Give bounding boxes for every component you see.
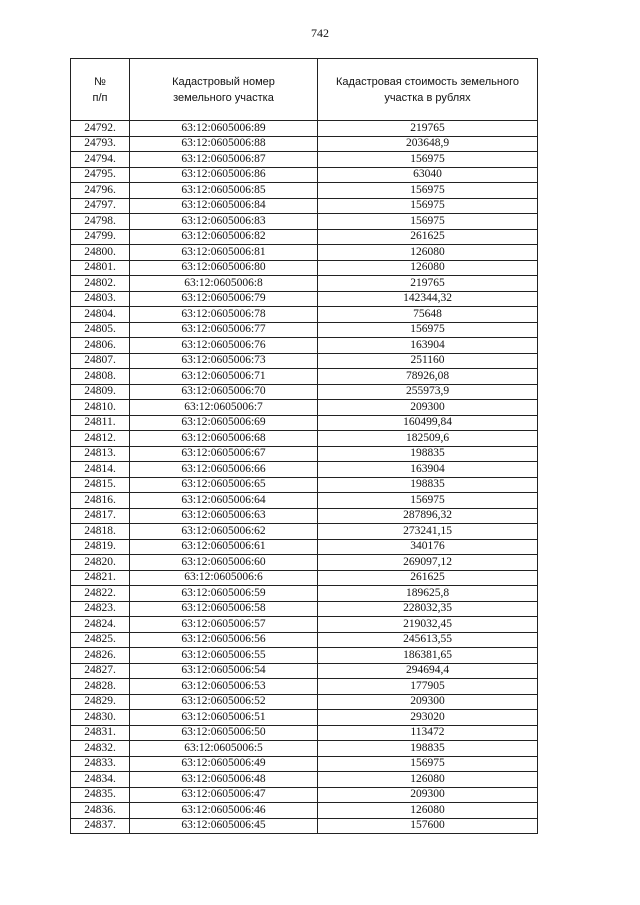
table-row: [71, 772, 538, 788]
row-number-cell: 24820.: [71, 555, 130, 571]
row-number-cell: 24810.: [71, 400, 130, 416]
row-number-cell: 24824.: [71, 617, 130, 633]
cadastral-number-cell: 63:12:0605006:66: [130, 462, 318, 478]
cadastral-number-cell: 63:12:0605006:82: [130, 229, 318, 245]
cadastral-number-cell: 63:12:0605006:8: [130, 276, 318, 292]
row-number-cell: 24818.: [71, 524, 130, 540]
table-row: [71, 679, 538, 695]
cadastral-number-cell: 63:12:0605006:65: [130, 477, 318, 493]
cadastral-number-cell: 63:12:0605006:80: [130, 260, 318, 276]
row-number-cell: 24819.: [71, 539, 130, 555]
cadastral-value-cell: 156975: [318, 152, 538, 168]
cadastral-value-cell: 340176: [318, 539, 538, 555]
cadastral-number-cell: 63:12:0605006:49: [130, 756, 318, 772]
cadastral-value-cell: 198835: [318, 741, 538, 757]
row-number-cell: 24829.: [71, 694, 130, 710]
row-number-cell: 24831.: [71, 725, 130, 741]
row-number-cell: 24816.: [71, 493, 130, 509]
cadastral-value-cell: 219032,45: [318, 617, 538, 633]
table-row: [71, 245, 538, 261]
table-row: [71, 524, 538, 540]
cadastral-value-cell: 294694,4: [318, 663, 538, 679]
cadastral-number-cell: 63:12:0605006:76: [130, 338, 318, 354]
cadastral-value-cell: 157600: [318, 818, 538, 834]
row-number-cell: 24815.: [71, 477, 130, 493]
cadastral-number-cell: 63:12:0605006:53: [130, 679, 318, 695]
table-row: [71, 741, 538, 757]
cadastral-value-cell: 156975: [318, 214, 538, 230]
row-number-cell: 24800.: [71, 245, 130, 261]
cadastral-number-cell: 63:12:0605006:64: [130, 493, 318, 509]
cadastral-value-cell: 163904: [318, 338, 538, 354]
cadastral-value-cell: 75648: [318, 307, 538, 323]
row-number-cell: 24804.: [71, 307, 130, 323]
table-row: [71, 307, 538, 323]
cadastral-number-cell: 63:12:0605006:83: [130, 214, 318, 230]
table-row: [71, 694, 538, 710]
cadastral-number-cell: 63:12:0605006:48: [130, 772, 318, 788]
cadastral-number-cell: 63:12:0605006:52: [130, 694, 318, 710]
table-row: [71, 276, 538, 292]
row-number-cell: 24817.: [71, 508, 130, 524]
table-row: [71, 167, 538, 183]
cadastral-value-cell: 156975: [318, 198, 538, 214]
cadastral-number-cell: 63:12:0605006:6: [130, 570, 318, 586]
row-number-cell: 24812.: [71, 431, 130, 447]
table-row: [71, 508, 538, 524]
table-row: [71, 756, 538, 772]
table-row: [71, 415, 538, 431]
cadastral-number-cell: 63:12:0605006:71: [130, 369, 318, 385]
cadastral-number-cell: 63:12:0605006:55: [130, 648, 318, 664]
cadastral-value-cell: 203648,9: [318, 136, 538, 152]
cadastral-number-cell: 63:12:0605006:84: [130, 198, 318, 214]
cadastral-value-cell: 293020: [318, 710, 538, 726]
row-number-cell: 24811.: [71, 415, 130, 431]
cadastral-number-cell: 63:12:0605006:67: [130, 446, 318, 462]
cadastral-number-cell: 63:12:0605006:89: [130, 121, 318, 137]
cadastral-value-cell: 219765: [318, 121, 538, 137]
cadastral-number-cell: 63:12:0605006:77: [130, 322, 318, 338]
row-number-cell: 24805.: [71, 322, 130, 338]
cadastral-number-cell: 63:12:0605006:79: [130, 291, 318, 307]
row-number-cell: 24834.: [71, 772, 130, 788]
cadastral-value-cell: 126080: [318, 245, 538, 261]
table-row: [71, 152, 538, 168]
row-number-cell: 24833.: [71, 756, 130, 772]
table-row: [71, 493, 538, 509]
cadastral-number-cell: 63:12:0605006:45: [130, 818, 318, 834]
cadastral-value-cell: 219765: [318, 276, 538, 292]
page-number: 742: [311, 26, 329, 40]
cadastral-number-cell: 63:12:0605006:57: [130, 617, 318, 633]
cadastral-number-cell: 63:12:0605006:69: [130, 415, 318, 431]
table-row: [71, 462, 538, 478]
row-number-cell: 24797.: [71, 198, 130, 214]
cadastral-value-cell: 160499,84: [318, 415, 538, 431]
table-header-row: [71, 59, 538, 121]
table-row: [71, 353, 538, 369]
cadastral-value-cell: 186381,65: [318, 648, 538, 664]
cadastral-value-cell: 198835: [318, 477, 538, 493]
table-row: [71, 229, 538, 245]
cadastral-value-cell: 245613,55: [318, 632, 538, 648]
table-row: [71, 446, 538, 462]
cadastral-number-cell: 63:12:0605006:61: [130, 539, 318, 555]
table-row: [71, 803, 538, 819]
table-row: [71, 198, 538, 214]
cadastral-value-cell: 251160: [318, 353, 538, 369]
row-number-cell: 24826.: [71, 648, 130, 664]
table-row: [71, 555, 538, 571]
cadastral-number-cell: 63:12:0605006:54: [130, 663, 318, 679]
cadastral-value-cell: 209300: [318, 694, 538, 710]
cadastral-number-cell: 63:12:0605006:59: [130, 586, 318, 602]
table-row: [71, 663, 538, 679]
table-row: [71, 322, 538, 338]
table-row: [71, 183, 538, 199]
cadastral-value-cell: 113472: [318, 725, 538, 741]
table-row: [71, 570, 538, 586]
row-number-cell: 24828.: [71, 679, 130, 695]
table-row: [71, 477, 538, 493]
row-number-cell: 24837.: [71, 818, 130, 834]
table-row: [71, 214, 538, 230]
row-number-cell: 24836.: [71, 803, 130, 819]
cadastral-value-cell: 63040: [318, 167, 538, 183]
cadastral-number-cell: 63:12:0605006:73: [130, 353, 318, 369]
cadastral-value-cell: 156975: [318, 322, 538, 338]
table-row: [71, 431, 538, 447]
cadastral-value-cell: 156975: [318, 183, 538, 199]
cadastral-value-cell: 126080: [318, 772, 538, 788]
cadastral-value-cell: 209300: [318, 787, 538, 803]
table-row: [71, 818, 538, 834]
row-number-cell: 24823.: [71, 601, 130, 617]
cadastral-value-cell: 142344,32: [318, 291, 538, 307]
row-number-cell: 24799.: [71, 229, 130, 245]
row-number-cell: 24801.: [71, 260, 130, 276]
row-number-cell: 24803.: [71, 291, 130, 307]
row-number-cell: 24798.: [71, 214, 130, 230]
row-number-cell: 24814.: [71, 462, 130, 478]
cadastral-value-cell: 255973,9: [318, 384, 538, 400]
table-body: [71, 121, 538, 834]
cadastral-number-cell: 63:12:0605006:51: [130, 710, 318, 726]
cadastral-number-cell: 63:12:0605006:56: [130, 632, 318, 648]
row-number-cell: 24792.: [71, 121, 130, 137]
cadastral-value-cell: 156975: [318, 493, 538, 509]
table-row: [71, 725, 538, 741]
cadastral-value-cell: 287896,32: [318, 508, 538, 524]
cadastral-value-cell: 261625: [318, 229, 538, 245]
header-row-number: № п/п: [71, 59, 130, 121]
cadastral-number-cell: 63:12:0605006:70: [130, 384, 318, 400]
cadastral-value-cell: 163904: [318, 462, 538, 478]
cadastral-number-cell: 63:12:0605006:81: [130, 245, 318, 261]
row-number-cell: 24825.: [71, 632, 130, 648]
cadastral-value-cell: 209300: [318, 400, 538, 416]
table-row: [71, 338, 538, 354]
table-row: [71, 291, 538, 307]
row-number-cell: 24793.: [71, 136, 130, 152]
table-row: [71, 710, 538, 726]
table-row: [71, 539, 538, 555]
cadastral-number-cell: 63:12:0605006:88: [130, 136, 318, 152]
cadastral-value-cell: 182509,6: [318, 431, 538, 447]
row-number-cell: 24813.: [71, 446, 130, 462]
row-number-cell: 24806.: [71, 338, 130, 354]
table-row: [71, 586, 538, 602]
cadastral-number-cell: 63:12:0605006:68: [130, 431, 318, 447]
cadastral-number-cell: 63:12:0605006:85: [130, 183, 318, 199]
row-number-cell: 24827.: [71, 663, 130, 679]
header-cadastral-number: Кадастровый номер земельного участка: [130, 59, 318, 121]
row-number-cell: 24821.: [71, 570, 130, 586]
table-row: [71, 400, 538, 416]
table-row: [71, 617, 538, 633]
cadastral-value-cell: 126080: [318, 803, 538, 819]
table-row: [71, 787, 538, 803]
table-row: [71, 648, 538, 664]
cadastral-number-cell: 63:12:0605006:87: [130, 152, 318, 168]
cadastral-number-cell: 63:12:0605006:46: [130, 803, 318, 819]
row-number-cell: 24794.: [71, 152, 130, 168]
cadastral-value-cell: 189625,8: [318, 586, 538, 602]
cadastral-value-cell: 261625: [318, 570, 538, 586]
cadastral-number-cell: 63:12:0605006:7: [130, 400, 318, 416]
row-number-cell: 24796.: [71, 183, 130, 199]
cadastral-number-cell: 63:12:0605006:47: [130, 787, 318, 803]
table-row: [71, 384, 538, 400]
row-number-cell: 24832.: [71, 741, 130, 757]
table-row: [71, 136, 538, 152]
cadastral-number-cell: 63:12:0605006:58: [130, 601, 318, 617]
table-row: [71, 601, 538, 617]
cadastral-number-cell: 63:12:0605006:62: [130, 524, 318, 540]
row-number-cell: 24807.: [71, 353, 130, 369]
row-number-cell: 24795.: [71, 167, 130, 183]
cadastral-value-cell: 228032,35: [318, 601, 538, 617]
row-number-cell: 24808.: [71, 369, 130, 385]
cadastral-value-cell: 273241,15: [318, 524, 538, 540]
row-number-cell: 24830.: [71, 710, 130, 726]
cadastral-value-cell: 269097,12: [318, 555, 538, 571]
cadastral-value-table: [70, 58, 538, 834]
cadastral-number-cell: 63:12:0605006:5: [130, 741, 318, 757]
cadastral-value-cell: 78926,08: [318, 369, 538, 385]
table-row: [71, 121, 538, 137]
table-row: [71, 260, 538, 276]
cadastral-number-cell: 63:12:0605006:86: [130, 167, 318, 183]
cadastral-number-cell: 63:12:0605006:78: [130, 307, 318, 323]
row-number-cell: 24802.: [71, 276, 130, 292]
cadastral-number-cell: 63:12:0605006:60: [130, 555, 318, 571]
cadastral-value-cell: 156975: [318, 756, 538, 772]
cadastral-value-cell: 177905: [318, 679, 538, 695]
cadastral-number-cell: 63:12:0605006:50: [130, 725, 318, 741]
cadastral-value-cell: 198835: [318, 446, 538, 462]
row-number-cell: 24835.: [71, 787, 130, 803]
table-row: [71, 632, 538, 648]
table-row: [71, 369, 538, 385]
row-number-cell: 24822.: [71, 586, 130, 602]
header-cadastral-value: Кадастровая стоимость земельного участка в рублях: [318, 59, 538, 121]
row-number-cell: 24809.: [71, 384, 130, 400]
cadastral-value-cell: 126080: [318, 260, 538, 276]
cadastral-number-cell: 63:12:0605006:63: [130, 508, 318, 524]
